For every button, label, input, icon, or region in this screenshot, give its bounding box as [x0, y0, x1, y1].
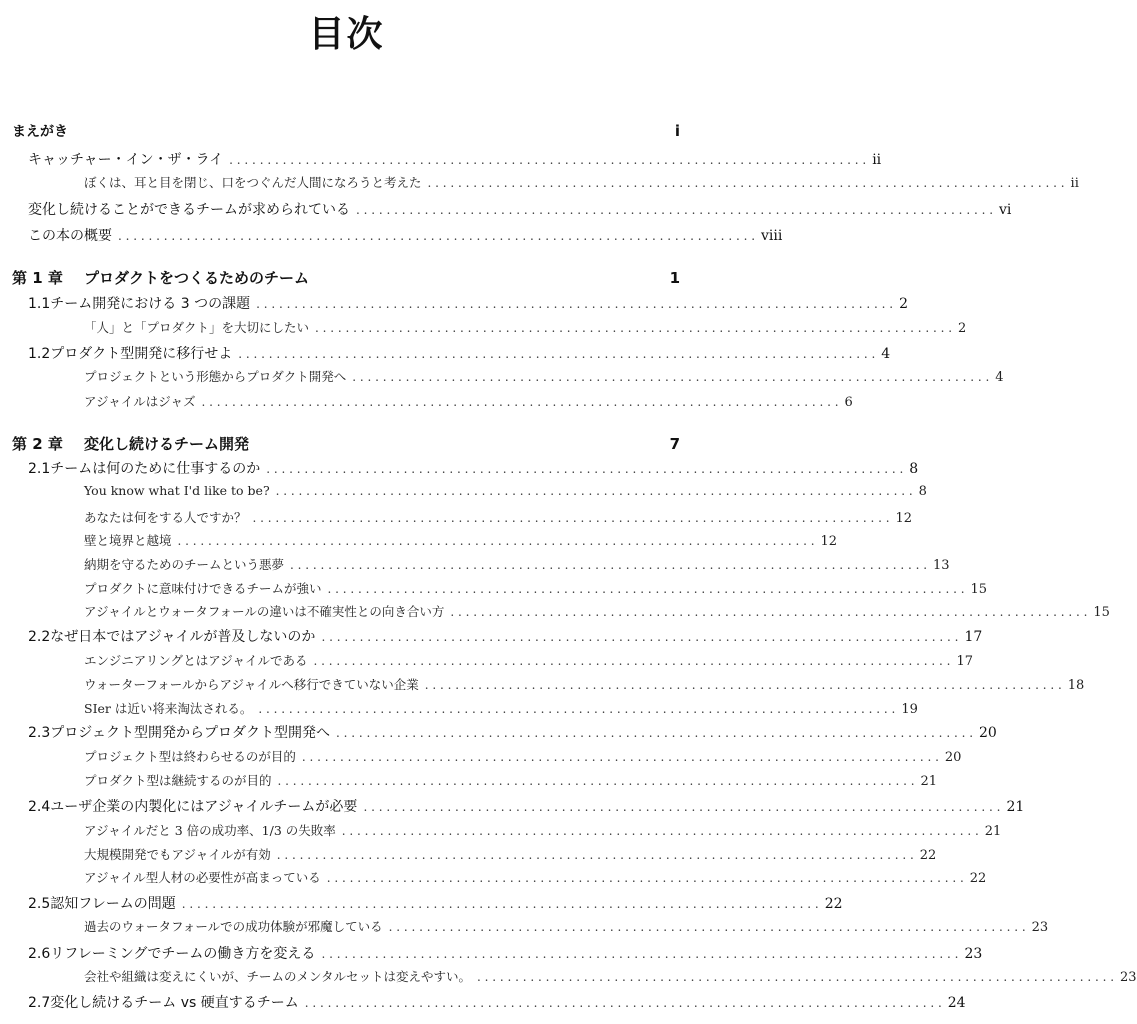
toc-entry-page: 4 [881, 346, 891, 362]
toc-entry-sub[interactable] [84, 531, 838, 549]
toc-entry-page: 8 [918, 484, 927, 499]
toc-entry-sec[interactable] [28, 458, 919, 478]
toc-entry-page: 22 [919, 848, 937, 863]
toc-entry-number: 2.3 [28, 725, 51, 741]
dot-leader [256, 297, 893, 311]
toc-entry-label: アジャイルとウォータフォールの違いは不確実性との向き合い方 [84, 604, 445, 619]
dot-leader [253, 511, 890, 525]
toc-entry-number: 1.1 [28, 296, 51, 312]
toc-entry-page: 24 [947, 995, 966, 1011]
toc-entry-sub[interactable] [84, 967, 1137, 985]
toc-entry-page: 20 [944, 750, 962, 765]
toc-entry-label: SIer は近い将来淘汰される。 [84, 701, 253, 716]
dot-leader [266, 462, 903, 476]
toc-entry-label: まえがき [12, 124, 68, 140]
dot-leader [389, 920, 1026, 934]
toc-entry-page: viii [761, 228, 783, 244]
toc-entry-page: 15 [970, 582, 988, 597]
toc-entry-label: プロジェクト型は終わらせるのが目的 [84, 749, 296, 764]
dot-leader [178, 534, 815, 548]
dot-leader [302, 750, 939, 764]
toc-entry-sub[interactable] [84, 173, 1079, 191]
toc-entry-front[interactable] [28, 149, 882, 169]
toc-entry-page: 12 [895, 511, 913, 526]
toc-entry-label: プロジェクトという形態からプロダクト開発へ [84, 369, 347, 384]
toc-entry-sub[interactable] [84, 699, 918, 717]
toc-entry-page: 20 [979, 725, 997, 741]
toc-entry-label: 過去のウォータフォールでの成功体験が邪魔している [84, 919, 383, 934]
dot-leader [276, 484, 913, 498]
toc-entry-page: 22 [824, 896, 843, 912]
toc-entry-sub[interactable] [84, 392, 853, 410]
toc-entry-label: 変化し続けるチーム vs 硬直するチーム [50, 995, 299, 1011]
toc-entry-label: ウォーターフォールからアジャイルへ移行できていない企業 [84, 677, 419, 692]
toc-entry-label: ユーザ企業の内製化にはアジャイルチームが必要 [50, 799, 358, 815]
toc-entry-page: 6 [844, 395, 853, 410]
toc-entry-sec[interactable] [28, 796, 1025, 816]
toc-entry-page: 13 [933, 558, 950, 573]
toc-entry-page: 23 [1031, 920, 1049, 935]
toc-entry-number: 1.2 [28, 346, 51, 362]
dot-leader [182, 897, 819, 911]
toc-entry-label: 認知フレームの問題 [50, 896, 176, 912]
toc-entry-label: You know what I'd like to be? [84, 483, 270, 498]
toc-entry-page: ii [872, 152, 882, 168]
dot-leader [328, 582, 965, 596]
toc-entry-number: 2.7 [28, 995, 51, 1011]
dot-leader [118, 229, 755, 243]
toc-entry-sub[interactable] [84, 821, 1002, 839]
toc-entry-page: vi [999, 202, 1012, 218]
toc-entry-sec[interactable] [28, 722, 997, 742]
toc-entry-sub[interactable] [84, 555, 950, 573]
page-title: 目次 [308, 14, 385, 55]
dot-leader [315, 321, 952, 335]
toc-entry-label: あなたは何をする人ですか？ [84, 510, 247, 525]
toc-entry-page: 2 [899, 296, 909, 312]
toc-entry-label: アジャイルだと 3 倍の成功率、1/3 の失敗率 [84, 823, 336, 838]
toc-entry-label: ぼくは、耳と目を閉じ、口をつぐんだ人間になろうと考えた [84, 175, 422, 190]
dot-leader [352, 370, 989, 384]
toc-entry-page: 1 [669, 269, 680, 287]
toc-entry-label: 壁と境界と越境 [84, 533, 172, 548]
toc-entry-sec[interactable] [28, 992, 966, 1012]
toc-entry-label: なぜ日本ではアジャイルが普及しないのか [50, 629, 316, 645]
toc-entry-sub[interactable] [84, 508, 913, 526]
toc-entry-page: 23 [1120, 970, 1137, 985]
toc-entry-page: 15 [1093, 605, 1110, 620]
dot-leader [202, 395, 839, 409]
dot-leader [477, 970, 1114, 984]
toc-entry-label: 変化し続けることができるチームが求められている [28, 202, 350, 218]
toc-entry-front[interactable] [28, 225, 783, 245]
toc-entry-sub[interactable] [84, 602, 1110, 620]
toc-entry-sub[interactable] [84, 579, 988, 597]
toc-entry-page: 7 [669, 435, 680, 453]
toc-entry-label: プロダクト型は継続するのが目的 [84, 773, 272, 788]
dot-leader [258, 702, 895, 716]
toc-entry-number: 2.6 [28, 946, 51, 962]
dot-leader [238, 347, 875, 361]
toc-entry-page: 12 [820, 534, 838, 549]
toc-entry-page: 23 [964, 946, 983, 962]
toc-entry-sub[interactable] [84, 675, 1085, 693]
dot-leader [363, 800, 1000, 814]
toc-entry-label: 「人」と「プロダクト」を大切にしたい [84, 320, 310, 335]
toc-entry-number: 2.4 [28, 799, 51, 815]
toc-entry-label: 変化し続けるチーム開発 [84, 435, 250, 453]
toc-entry-page: 17 [964, 629, 983, 645]
toc-entry-sec[interactable] [28, 893, 843, 913]
toc-entry-label: キャッチャー・イン・ザ・ライ [28, 152, 224, 168]
toc-entry-page: 4 [995, 370, 1004, 385]
toc-entry-label: チームは何のために仕事するのか [50, 461, 261, 477]
toc-entry-page: 21 [1006, 799, 1025, 815]
dot-leader [321, 630, 958, 644]
dot-leader [428, 176, 1065, 190]
dot-leader [305, 996, 942, 1010]
dot-leader [229, 153, 866, 167]
toc-entry-chap[interactable] [12, 433, 680, 454]
toc-entry-label: 大規模開発でもアジャイルが有効 [84, 847, 271, 862]
dot-leader [277, 848, 914, 862]
toc-entry-sub[interactable] [84, 651, 974, 669]
toc-entry-label: アジャイル型人材の必要性が高まっている [84, 870, 321, 885]
toc-entry-label: プロダクトに意味付けできるチームが強い [84, 581, 322, 596]
toc-entry-number: 第 2 章 [12, 435, 63, 453]
toc-entry-number: 2.1 [28, 461, 51, 477]
toc-entry-sub[interactable] [84, 771, 938, 789]
toc-entry-label: プロダクト型開発に移行せよ [50, 346, 233, 362]
toc-entry-sub[interactable] [84, 483, 927, 499]
toc-entry-page: 21 [984, 824, 1002, 839]
toc-entry-page: 19 [901, 702, 918, 717]
toc-entry-label: プロダクトをつくるためのチーム [84, 269, 310, 287]
toc-entry-sec[interactable] [28, 293, 909, 313]
toc-entry-sub[interactable] [84, 917, 1049, 935]
toc-entry-page: 2 [958, 321, 967, 336]
toc-entry-number: 2.2 [28, 629, 51, 645]
toc-entry-sub[interactable] [84, 367, 1004, 385]
toc-entry-number: 2.5 [28, 896, 51, 912]
dot-leader [278, 774, 915, 788]
toc-entry-sec[interactable] [28, 626, 983, 646]
toc-entry-sub[interactable] [84, 318, 967, 336]
toc-entry-page: ii [1070, 176, 1079, 191]
toc-entry-label: チーム開発における 3 つの課題 [50, 296, 251, 312]
dot-leader [356, 203, 993, 217]
toc-entry-number: 第 1 章 [12, 269, 63, 287]
toc-entry-part[interactable] [12, 121, 680, 141]
dot-leader [327, 871, 964, 885]
dot-leader [321, 947, 958, 961]
toc-entry-page: 22 [969, 871, 987, 886]
toc-entry-label: 会社や組織は変えにくいが、チームのメンタルセットは変えやすい。 [84, 969, 472, 984]
toc-entry-page: 18 [1067, 678, 1085, 693]
dot-leader [425, 678, 1062, 692]
toc-entry-page: 21 [920, 774, 938, 789]
toc-entry-label: アジャイルはジャズ [84, 394, 196, 409]
toc-entry-sec[interactable] [28, 943, 983, 963]
toc-entry-page: 17 [956, 654, 974, 669]
dot-leader [313, 654, 950, 668]
dot-leader [290, 558, 927, 572]
toc-entry-label: エンジニアリングとはアジャイルである [84, 653, 308, 668]
dot-leader [450, 605, 1087, 619]
toc-entry-chap[interactable] [12, 267, 680, 288]
toc-entry-sub[interactable] [84, 845, 937, 863]
toc-entry-label: リフレーミングでチームの働き方を変える [50, 946, 316, 962]
toc-entry-label: 納期を守るためのチームという悪夢 [84, 557, 285, 572]
dot-leader [336, 726, 973, 740]
toc-entry-page: i [674, 122, 680, 140]
toc-entry-label: この本の概要 [28, 228, 112, 244]
toc-entry-page: 8 [909, 461, 919, 477]
toc-entry-sub[interactable] [84, 747, 962, 765]
toc-entry-front[interactable] [28, 199, 1012, 219]
toc-entry-label: プロジェクト型開発からプロダクト型開発へ [50, 725, 330, 741]
dot-leader [342, 824, 979, 838]
toc-entry-sec[interactable] [28, 343, 891, 363]
toc-entry-sub[interactable] [84, 868, 987, 886]
